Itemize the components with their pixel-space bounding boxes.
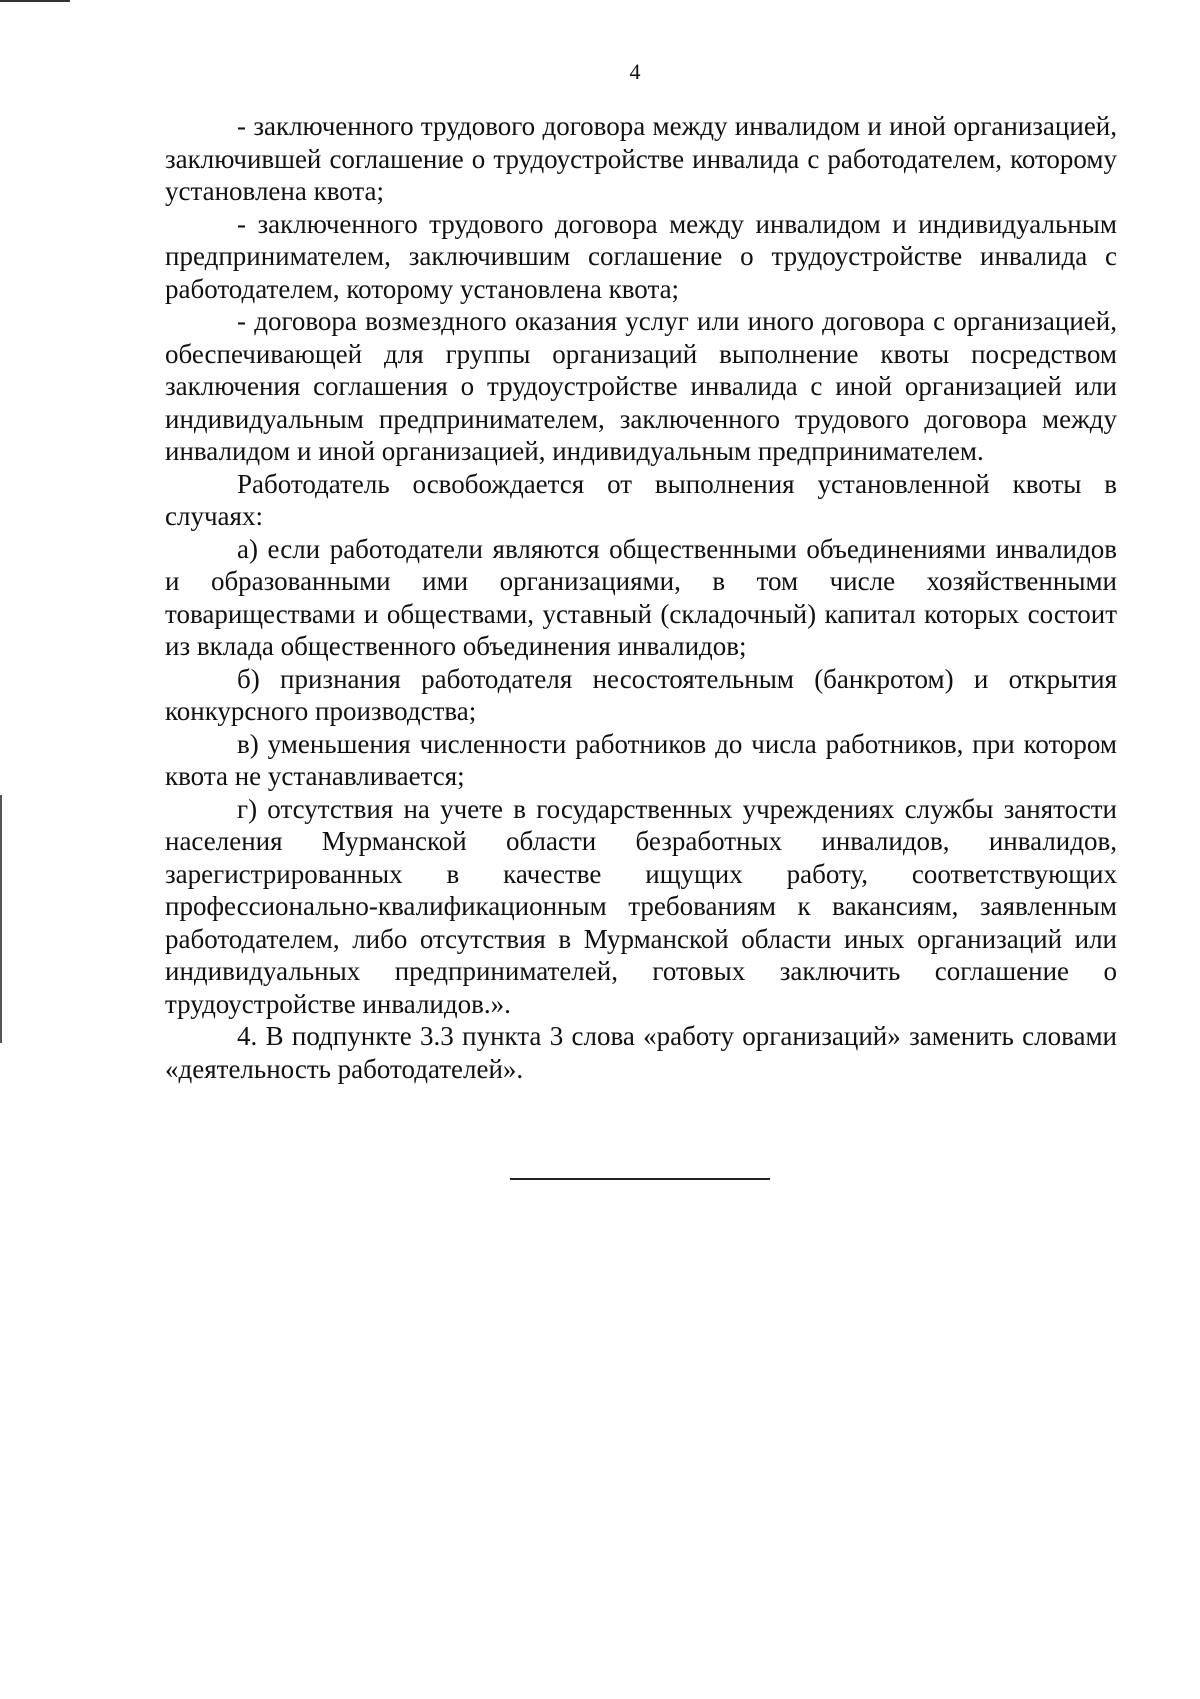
document-body bbox=[165, 110, 1117, 1085]
paragraph: г) отсутствия на учете в государственных учреждениях службы занятости населения Мурманской области безработных инвалидов, инвалидов, зарегистрированных в качестве ищущих работу, соответствующих профессионально-квалификационным требованиям к вакансиям, заявленным работодателем, либо отсутствия в Мурманской области иных организаций или индивидуальных предпринимателей, готовых заключить соглашение о трудоустройстве инвалидов.». bbox=[165, 793, 1117, 1019]
paragraph: - заключенного трудового договора между инвалидом и индивидуальным предпринимателем, заключившим соглашение о трудоустройстве инвалида с работодателем, которому установлена квота; bbox=[165, 208, 1117, 304]
paragraph: 4. В подпункте 3.3 пункта 3 слова «работу организаций» заменить словами «деятельность работодателей». bbox=[165, 1021, 1117, 1084]
scan-edge-mark bbox=[0, 795, 2, 1043]
paragraph: а) если работодатели являются общественными объединениями инвалидов и образованными ими организациями, в том числе хозяйственными товариществами и обществами, уставный (складочный) капитал которых состоит из вклада общественного объединения инвалидов; bbox=[165, 533, 1117, 661]
end-of-document-rule bbox=[510, 1178, 770, 1180]
paragraph: в) уменьшения численности работников до числа работников, при котором квота не устанавливается; bbox=[165, 728, 1117, 791]
paragraph: б) признания работодателя несостоятельным (банкротом) и открытия конкурсного производства; bbox=[165, 663, 1117, 726]
scan-edge-mark bbox=[0, 0, 70, 2]
paragraph: - заключенного трудового договора между инвалидом и иной организацией, заключившей соглашение о трудоустройстве инвалида с работодателем, которому установлена квота; bbox=[165, 111, 1117, 206]
page-number: 4 bbox=[629, 59, 641, 84]
paragraph: Работодатель освобождается от выполнения установленной квоты в случаях: bbox=[165, 468, 1117, 531]
paragraph: - договора возмездного оказания услуг или иного договора с организацией, обеспечивающей для группы организаций выполнение квоты посредством заключения соглашения о трудоустройстве инвалида с иной организацией или индивидуальным предпринимателем, заключенного трудового договора между инвалидом и иной организацией, индивидуальным предпринимателем. bbox=[165, 306, 1117, 466]
